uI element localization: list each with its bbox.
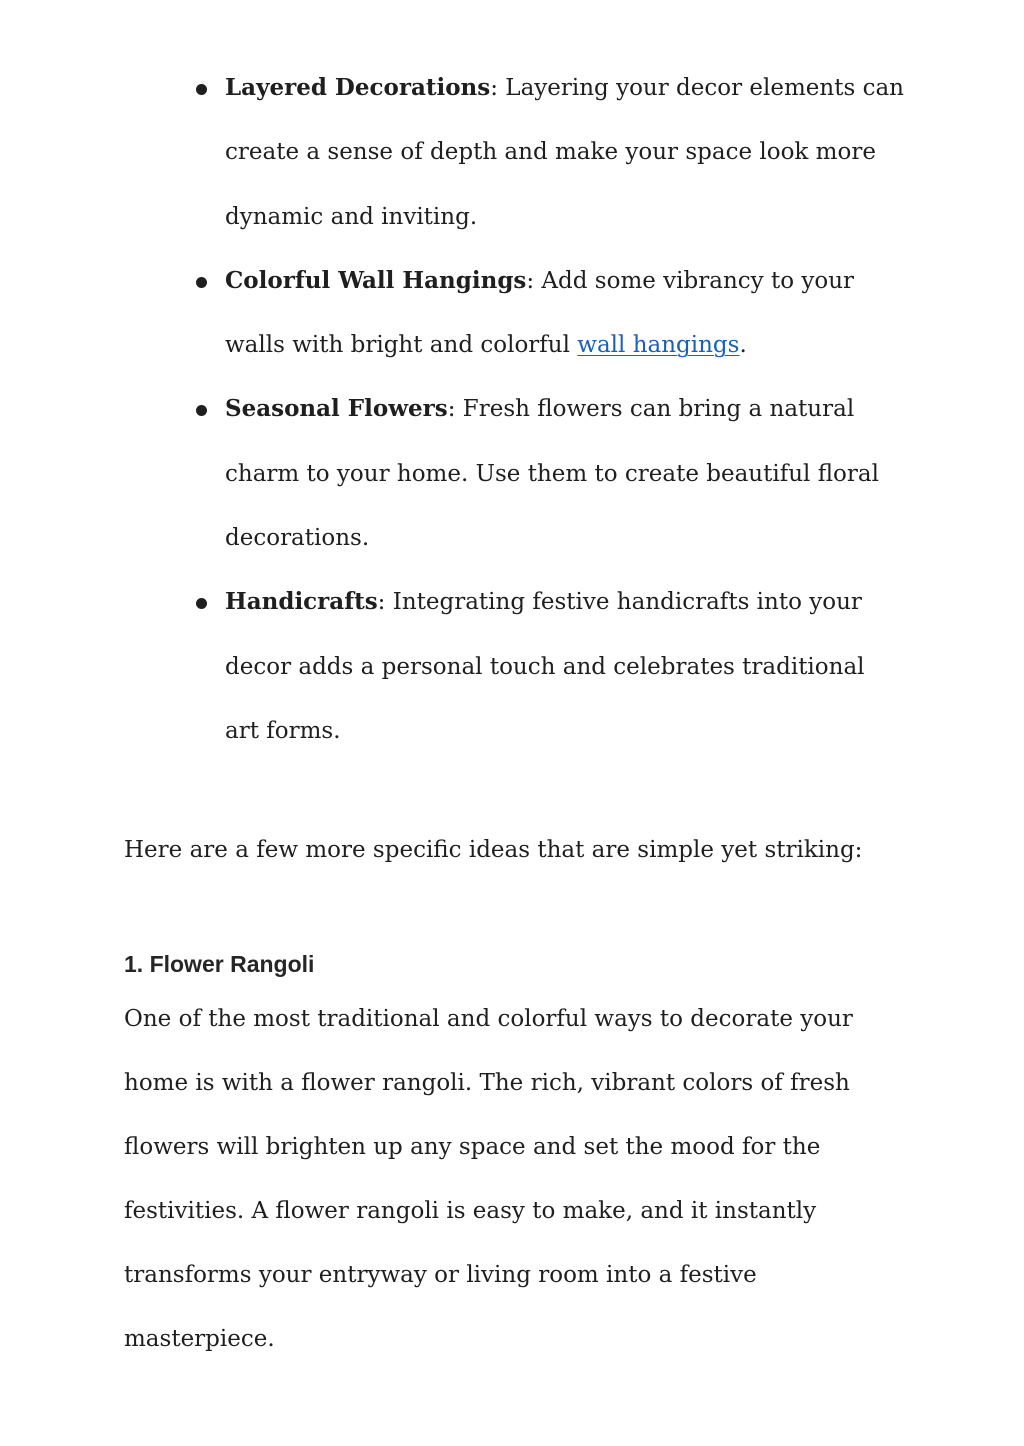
item-separator: : xyxy=(490,75,498,101)
intro-paragraph: Here are a few more specific ideas that are simple yet striking: xyxy=(124,837,863,863)
item-term: Layered Decorations xyxy=(225,74,491,101)
item-term: Colorful Wall Hangings xyxy=(225,266,527,294)
item-term: Seasonal Flowers xyxy=(225,395,448,423)
list-item xyxy=(0,570,905,763)
bullet-icon xyxy=(196,277,207,288)
section-body-paragraph: One of the most traditional and colorful ways to decorate your home is with a flower rangoli. The rich, vibrant colors of fresh flowers will brighten up any space and set the mood for the festivities. A flower rangoli is easy to make, and it instantly transforms your entryway or living room into a festive masterpiece. xyxy=(124,1006,853,1352)
section-heading: 1. Flower Rangoli xyxy=(124,951,315,977)
item-text: Integrating festive handicrafts into your decor adds a personal touch and celebrates traditional art forms. xyxy=(225,589,865,744)
list-item xyxy=(0,249,905,378)
item-text: Add some vibrancy to your walls with bright and colorful xyxy=(225,267,854,359)
bullet-icon xyxy=(196,84,207,95)
list-item xyxy=(0,56,905,249)
bullet-icon xyxy=(196,405,207,416)
bullet-icon xyxy=(196,598,207,609)
item-text-end: . xyxy=(739,332,747,359)
wall-hangings-link[interactable]: wall hangings xyxy=(577,332,740,359)
item-separator: : xyxy=(526,267,535,294)
item-text: Layering your decor elements can create a sense of depth and make your space look more dynamic and inviting. xyxy=(225,75,904,230)
item-term: Handicrafts xyxy=(225,588,378,616)
item-separator: : xyxy=(377,589,386,616)
item-separator: : xyxy=(447,396,456,423)
decor-tips-list xyxy=(0,56,1024,763)
item-text: Fresh flowers can bring a natural charm to your home. Use them to create beautiful floral decorations. xyxy=(225,396,879,552)
list-item xyxy=(0,377,905,570)
